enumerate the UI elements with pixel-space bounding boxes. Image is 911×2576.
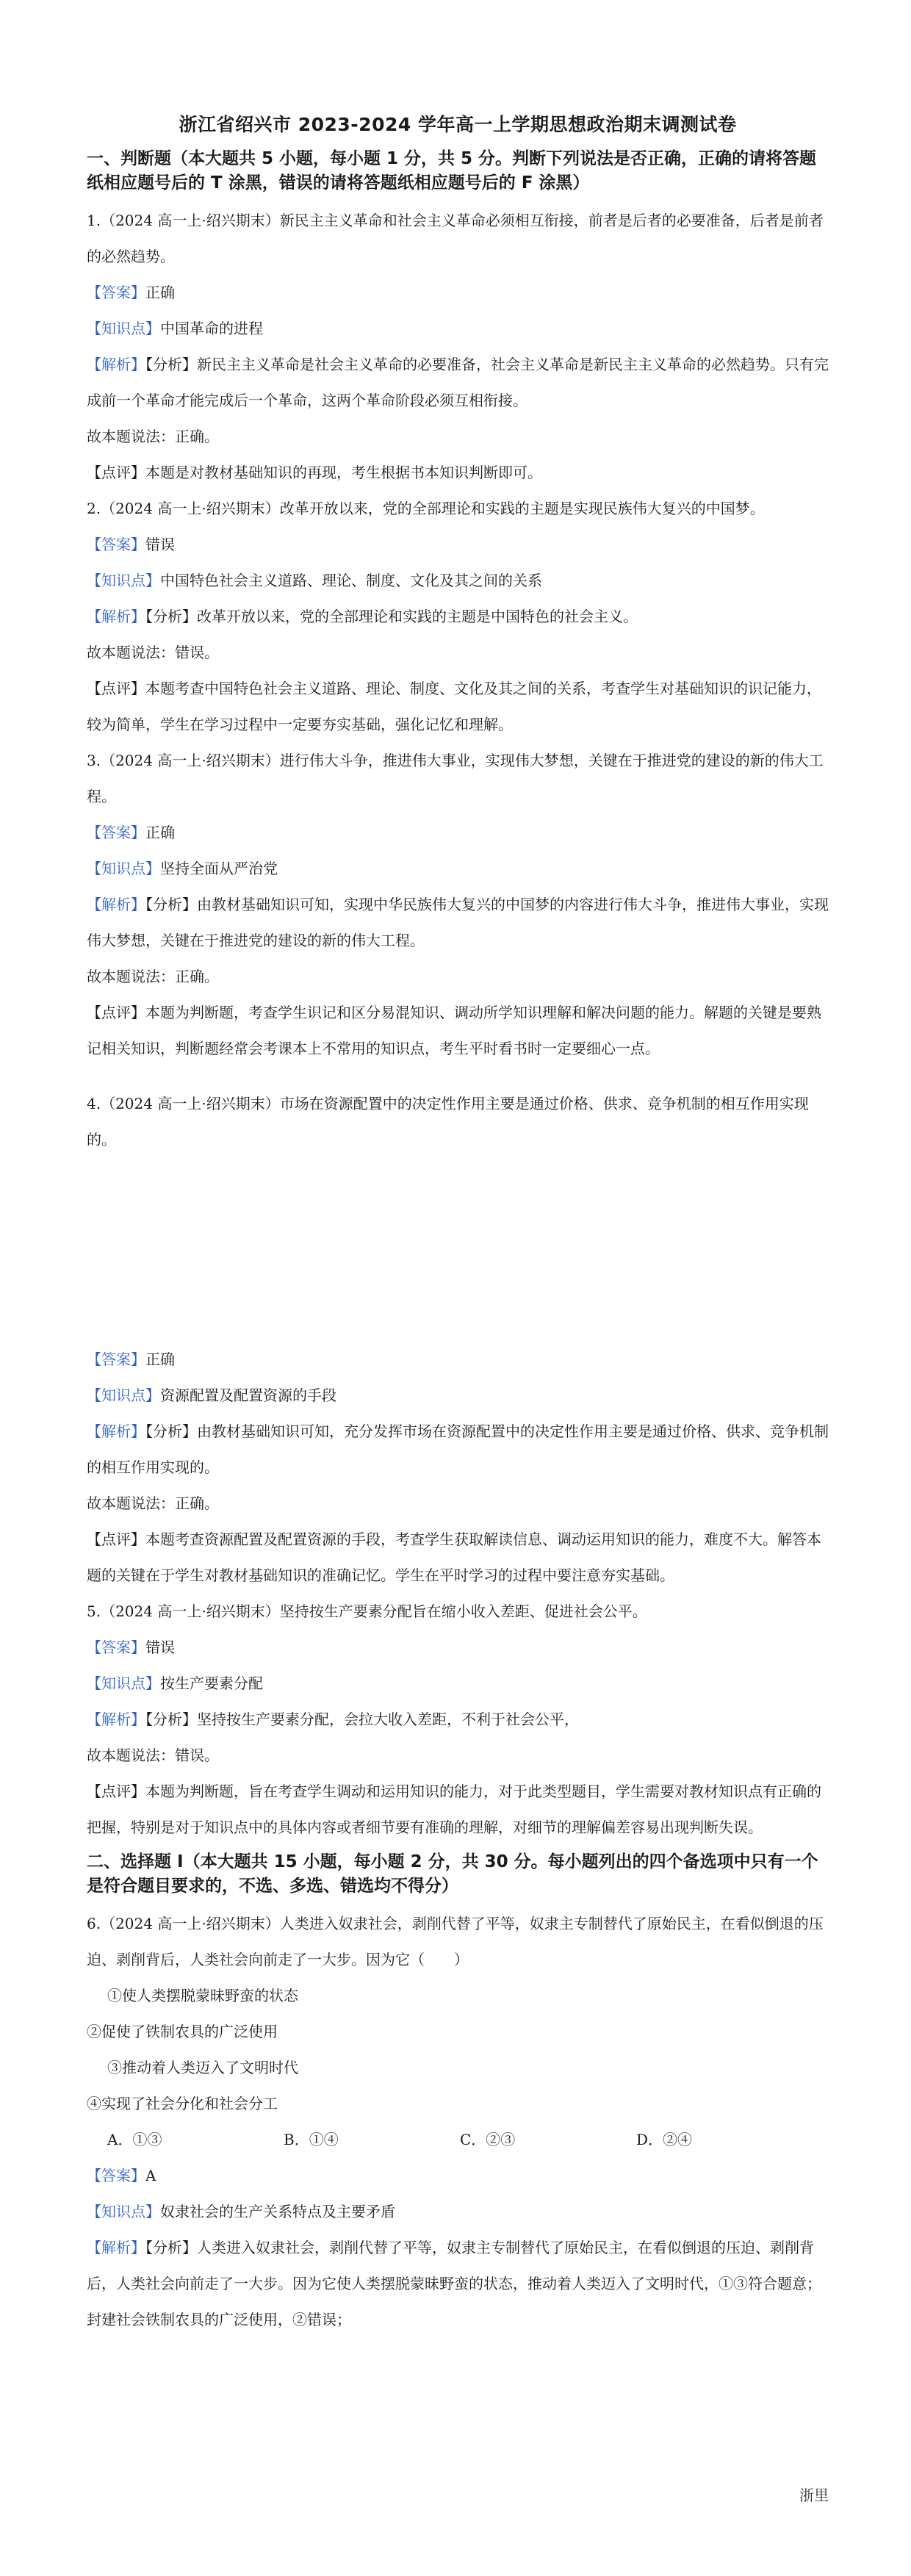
comment-line: 【点评】本题为判断题，旨在考查学生调动和运用知识的能力，对于此类型题目，学生需要对教材知识点有正确的把握，特别是对于知识点中的具体内容或者细节要有准确的理解，对细节的理解偏差容易出现判断失误。: [87, 1782, 821, 1836]
answer-tag: 【答案】: [87, 284, 145, 301]
knowledge-point-line: 【知识点】中国革命的进程: [87, 320, 263, 337]
statement-item: ①使人类摆脱蒙昧野蛮的状态: [107, 1987, 298, 2004]
option-c: C．②③: [460, 2131, 516, 2148]
knowledge-point-tag: 【知识点】: [87, 1386, 160, 1404]
knowledge-point-line: 【知识点】中国特色社会主义道路、理论、制度、文化及其之间的关系: [87, 572, 542, 589]
statement-item: ③推动着人类迈入了文明时代: [107, 2059, 298, 2076]
page-footer: 浙里: [799, 2486, 829, 2504]
answer-tag: 【答案】: [87, 1350, 145, 1368]
knowledge-point-line: 【知识点】奴隶社会的生产关系特点及主要矛盾: [87, 2203, 395, 2220]
question-2: [87, 491, 829, 743]
knowledge-point-tag: 【知识点】: [87, 1674, 160, 1692]
knowledge-point-line: 【知识点】坚持全面从严治党: [87, 860, 278, 877]
statement-item: ④实现了社会分化和社会分工: [87, 2095, 278, 2112]
conclusion-line: 故本题说法：正确。: [87, 1494, 219, 1512]
blank-space: [87, 1158, 829, 1342]
comment-line: 【点评】本题为判断题，考查学生识记和区分易混知识、调动所学知识理解和解决问题的能力。解题的关键是要熟记相关知识，判断题经常会考课本上不常用的知识点，考生平时看书时一定要细心一点。: [87, 1004, 821, 1057]
comment-line: 【点评】本题是对教材基础知识的再现，考生根据书本知识判断即可。: [87, 464, 542, 481]
conclusion-line: 故本题说法：错误。: [87, 1746, 219, 1764]
knowledge-point-tag: 【知识点】: [87, 320, 160, 337]
question-4: [87, 1086, 829, 1594]
answer-line: 【答案】正确: [87, 284, 175, 301]
answer-tag: 【答案】: [87, 536, 145, 553]
conclusion-line: 故本题说法：正确。: [87, 428, 219, 445]
question-6: [87, 1906, 829, 2338]
conclusion-line: 故本题说法：正确。: [87, 968, 219, 985]
option-a: A．①③: [107, 2131, 162, 2148]
comment-line: 【点评】本题考查中国特色社会主义道路、理论、制度、文化及其之间的关系，考查学生对基础知识的识记能力，较为简单，学生在学习过程中一定要夯实基础，强化记忆和理解。: [87, 680, 821, 733]
knowledge-point-tag: 【知识点】: [87, 860, 160, 877]
section-heading-judgment: 一、判断题（本大题共 5 小题，每小题 1 分，共 5 分。判断下列说法是否正确，正确的请将答题纸相应题号后的 T 涂黑，错误的请将答题纸相应题号后的 F 涂黑）: [87, 149, 817, 193]
answer-line: 【答案】A: [87, 2167, 156, 2184]
statement-item: ②促使了铁制农具的广泛使用: [87, 2023, 278, 2040]
answer-tag: 【答案】: [87, 824, 145, 841]
analysis-tag: 【解析】: [87, 2239, 145, 2256]
option-d: D．②④: [636, 2131, 693, 2148]
analysis-line: 【解析】【分析】新民主主义革命是社会主义革命的必要准备，社会主义革命是新民主主义革命的必然趋势。只有完成前一个革命才能完成后一个革命，这两个革命阶段必须互相衔接。: [87, 356, 829, 409]
option-row: [87, 2122, 829, 2158]
question-stem: 5.（2024 高一上·绍兴期末）坚持按生产要素分配旨在缩小收入差距、促进社会公平。: [87, 1602, 647, 1620]
analysis-tag: 【解析】: [87, 608, 145, 625]
option-b: B．①④: [284, 2131, 339, 2148]
analysis-tag: 【解析】: [87, 1710, 145, 1728]
document-page: [87, 110, 829, 2338]
knowledge-point-tag: 【知识点】: [87, 2203, 160, 2220]
answer-line: 【答案】正确: [87, 1350, 175, 1368]
question-stem: 1.（2024 高一上·绍兴期末）新民主主义革命和社会主义革命必须相互衔接，前者是后者的必要准备，后者是前者的必然趋势。: [87, 212, 824, 265]
question-5: [87, 1594, 829, 1846]
question-stem: 2.（2024 高一上·绍兴期末）改革开放以来，党的全部理论和实践的主题是实现民族伟大复兴的中国梦。: [87, 500, 765, 517]
analysis-line: 【解析】【分析】改革开放以来，党的全部理论和实践的主题是中国特色的社会主义。: [87, 608, 638, 625]
question-1: [87, 203, 829, 491]
comment-tag: 【点评】: [87, 680, 145, 697]
analysis-line: 【解析】【分析】坚持按生产要素分配，会拉大收入差距，不利于社会公平，: [87, 1710, 579, 1728]
comment-tag: 【点评】: [87, 464, 145, 481]
comment-line: 【点评】本题考查资源配置及配置资源的手段，考查学生获取解读信息、调动运用知识的能力，难度不大。解答本题的关键在于学生对教材基础知识的准确记忆。学生在平时学习的过程中要注意夯实基础。: [87, 1530, 821, 1584]
comment-tag: 【点评】: [87, 1004, 145, 1021]
question-stem: 6.（2024 高一上·绍兴期末）人类进入奴隶社会，剥削代替了平等，奴隶主专制替代了原始民主，在看似倒退的压迫、剥削背后，人类社会向前走了一大步。因为它（ ）: [87, 1915, 824, 1968]
section-heading-choice: 二、选择题 I（本大题共 15 小题，每小题 2 分，共 30 分。每小题列出的四个备选项中只有一个是符合题目要求的，不选、多选、错选均不得分）: [87, 1852, 818, 1896]
analysis-tag: 【解析】: [87, 896, 145, 913]
question-stem: 3.（2024 高一上·绍兴期末）进行伟大斗争，推进伟大事业，实现伟大梦想，关键在于推进党的建设的新的伟大工程。: [87, 752, 824, 805]
knowledge-point-line: 【知识点】资源配置及配置资源的手段: [87, 1386, 336, 1404]
answer-tag: 【答案】: [87, 1638, 145, 1656]
answer-tag: 【答案】: [87, 2167, 145, 2184]
analysis-tag: 【解析】: [87, 1422, 145, 1440]
analysis-tag: 【解析】: [87, 356, 145, 373]
answer-line: 【答案】错误: [87, 1638, 175, 1656]
knowledge-point-line: 【知识点】按生产要素分配: [87, 1674, 263, 1692]
knowledge-point-tag: 【知识点】: [87, 572, 160, 589]
analysis-line: 【解析】【分析】由教材基础知识可知，实现中华民族伟大复兴的中国梦的内容进行伟大斗争，推进伟大事业，实现伟大梦想，关键在于推进党的建设的新的伟大工程。: [87, 896, 829, 949]
answer-line: 【答案】正确: [87, 824, 175, 841]
comment-tag: 【点评】: [87, 1782, 145, 1800]
comment-tag: 【点评】: [87, 1530, 145, 1548]
analysis-line: 【解析】【分析】由教材基础知识可知，充分发挥市场在资源配置中的决定性作用主要是通过价格、供求、竞争机制的相互作用实现的。: [87, 1422, 829, 1476]
question-3: [87, 743, 829, 1067]
document-title: 浙江省绍兴市 2023-2024 学年高一上学期思想政治期末调测试卷: [179, 114, 737, 135]
conclusion-line: 故本题说法：错误。: [87, 644, 219, 661]
answer-line: 【答案】错误: [87, 536, 175, 553]
analysis-continuation: 封建社会铁制农具的广泛使用，②错误；: [87, 2311, 351, 2328]
question-stem: 4.（2024 高一上·绍兴期末）市场在资源配置中的决定性作用主要是通过价格、供求、竞争机制的相互作用实现的。: [87, 1095, 809, 1148]
analysis-line: 【解析】【分析】人类进入奴隶社会，剥削代替了平等，奴隶主专制替代了原始民主，在看似倒退的压迫、剥削背后，人类社会向前走了一大步。因为它使人类摆脱蒙昧野蛮的状态，推动着人类迈入了文明时代，①③符合题意；: [87, 2239, 821, 2292]
